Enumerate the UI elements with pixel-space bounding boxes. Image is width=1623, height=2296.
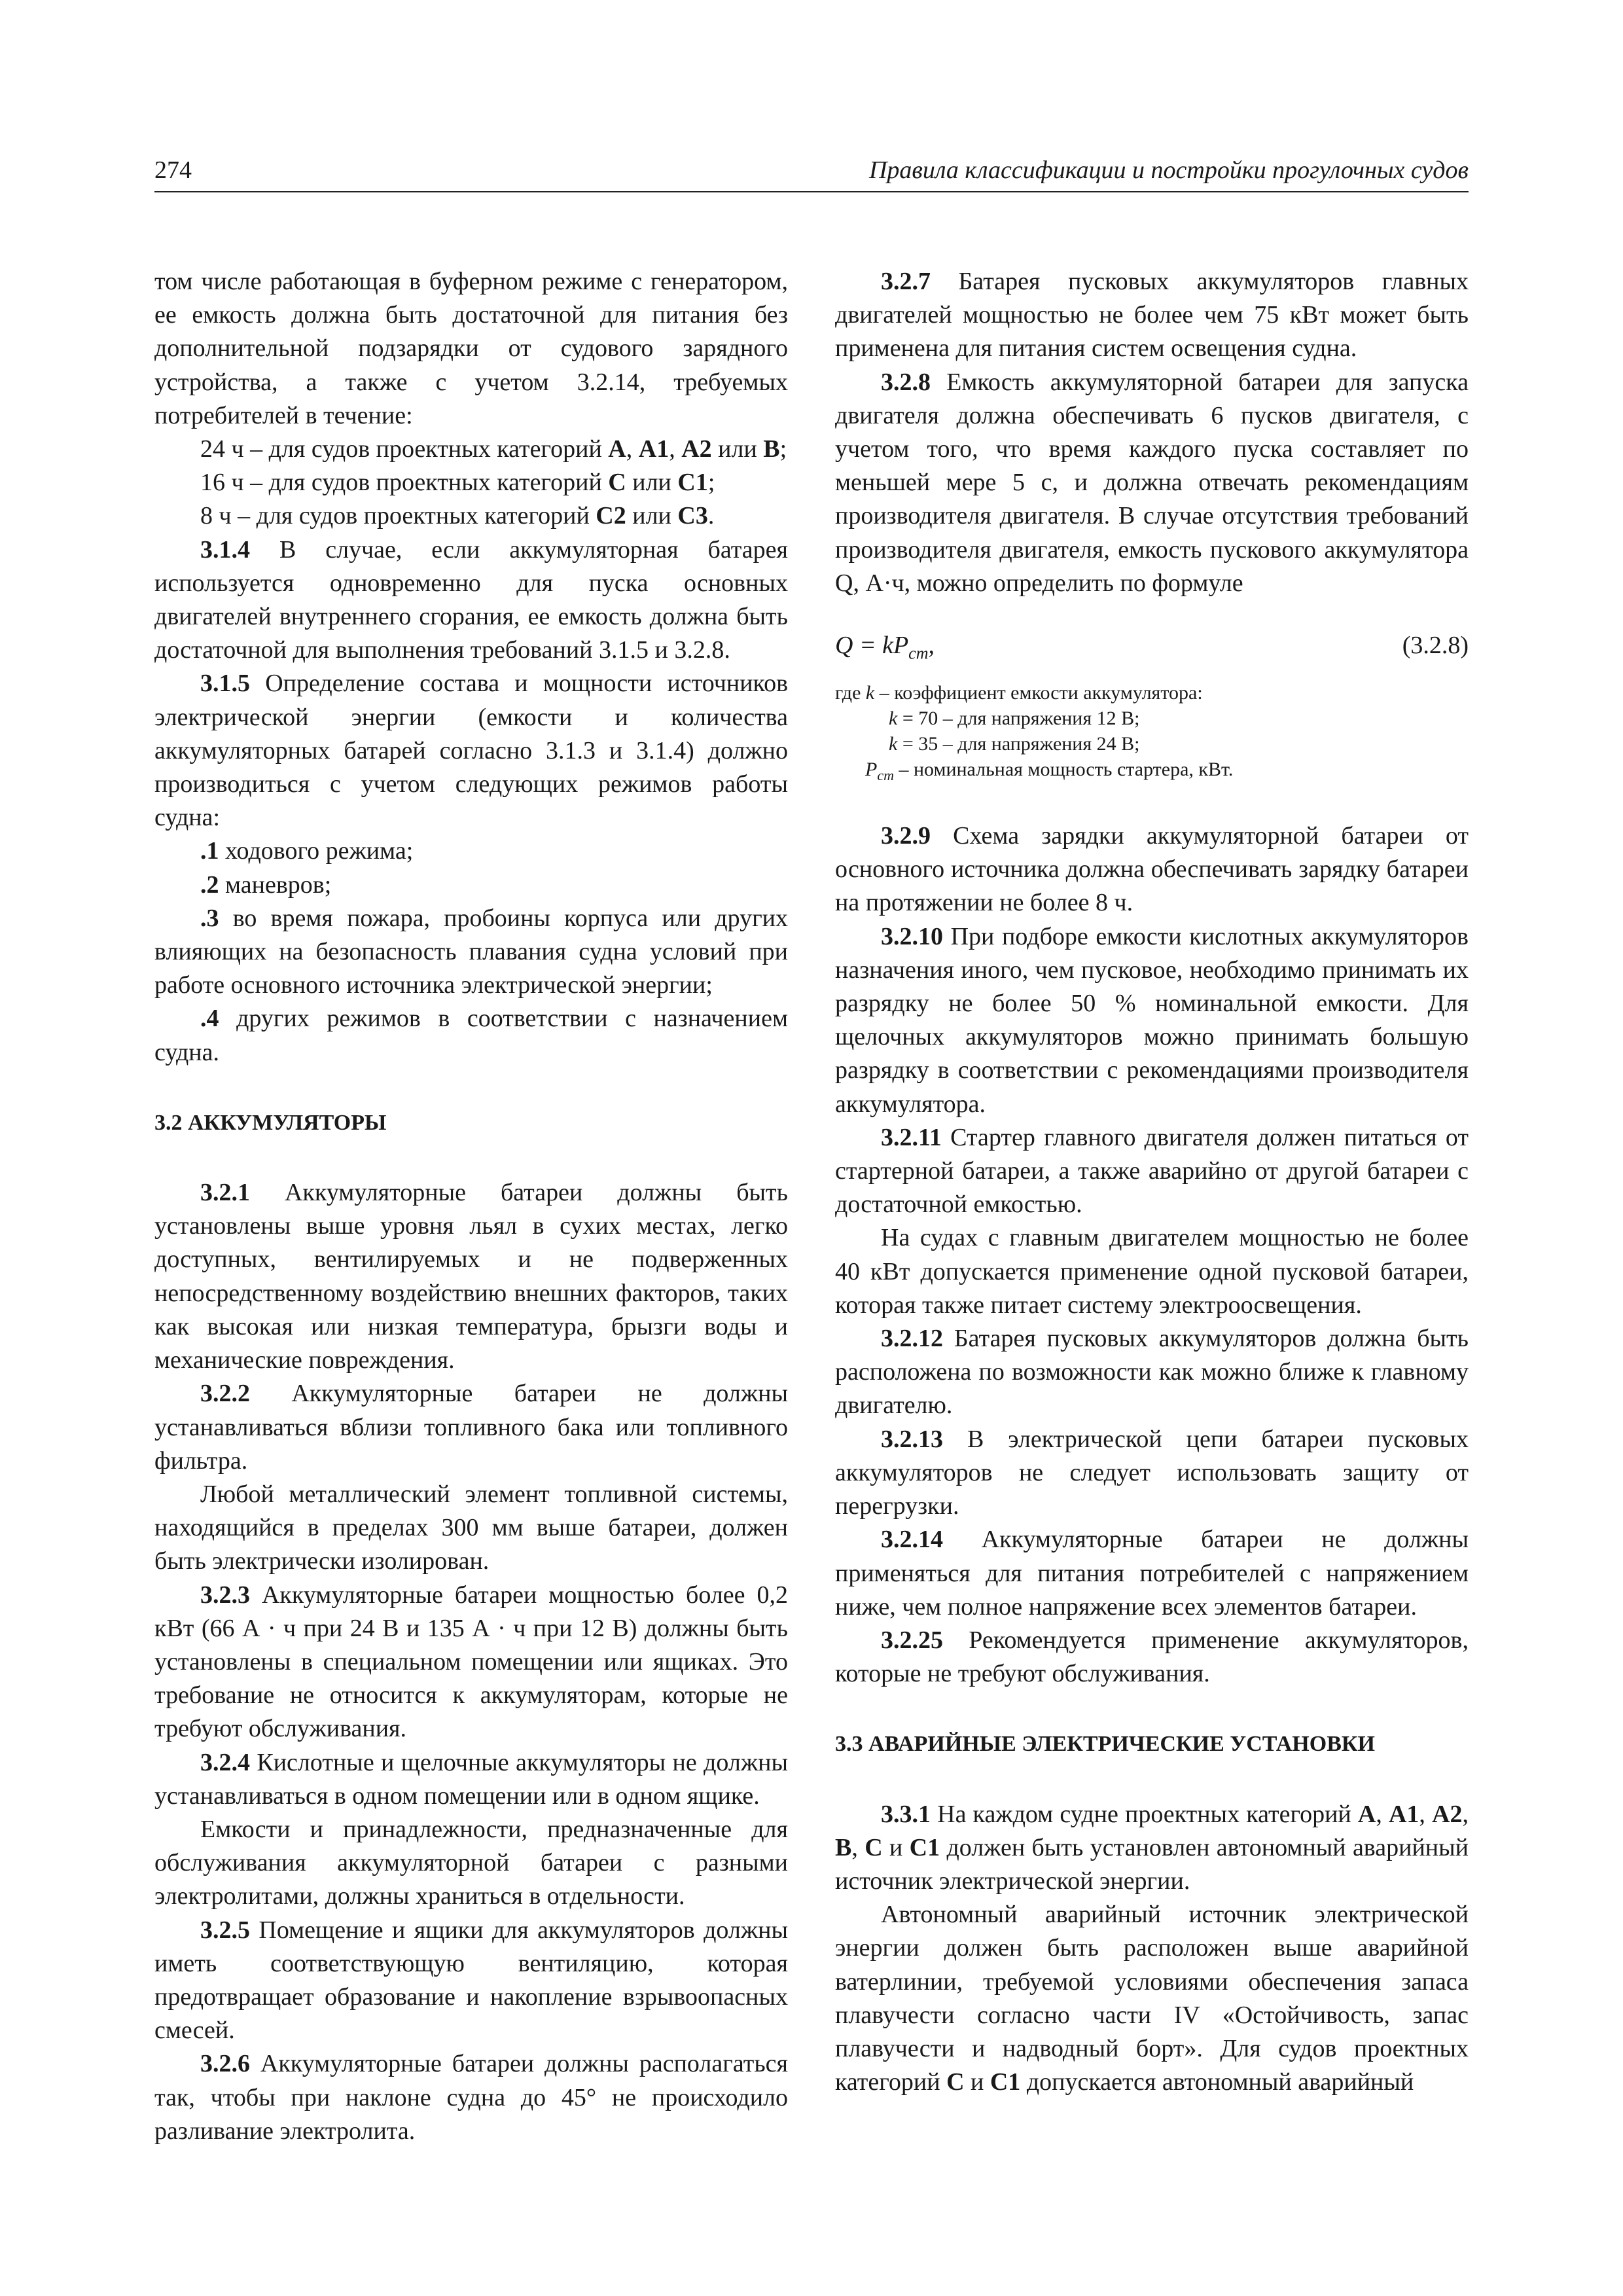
paragraph: На судах с главным двигателем мощностью не более 40 кВт допускается применение одной пусковой батареи, которая также питает систему электроосвещения. — [835, 1224, 1469, 1319]
running-title: Правила классификации и постройки прогулочных судов — [868, 156, 1469, 184]
paragraph: Автономный аварийный источник электрической энергии должен быть расположен выше аварийной ватерлинии, требуемой условиями обеспечения запаса плавучести согласно части IV «Остойчивость, запас плавучести и надводный борт». Для судов проектных категорий C и C1 допускается автономный аварийный — [835, 1901, 1469, 2096]
formula-legend — [835, 680, 1469, 788]
section-heading-3-3: 3.3 АВАРИЙНЫЕ ЭЛЕКТРИЧЕСКИЕ УСТАНОВКИ — [835, 1732, 1375, 1757]
legend-line: k = 35 – для напряжения 24 В; — [889, 733, 1140, 755]
section-3-2-1: 3.2.1 Аккумуляторные батареи должны быть установлены выше уровня льял в сухих местах, легко доступных, вентилируемых и не подверженных непосредственному воздействию внешних факторов, таких как высокая или низкая температура, брызги воды и механические повреждения. — [154, 1179, 788, 1374]
section-3-2-13: 3.2.13 В электрической цепи батареи пусковых аккумуляторов не следует использовать защиту от перегрузки. — [835, 1425, 1469, 1520]
list-item: .2 маневров; — [200, 870, 332, 899]
section-3-1-4: 3.1.4 В случае, если аккумуляторная батарея используется одновременно для пуска основных двигателей внутреннего сгорания, ее емкость должна быть достаточной для выполнения требований 3.1.5 и 3.2.8. — [154, 535, 788, 664]
section-3-2-14: 3.2.14 Аккумуляторные батареи не должны применяться для питания потребителей с напряжением ниже, чем полное напряжение всех элементов батареи. — [835, 1526, 1469, 1621]
legend-line: k = 70 – для напряжения 12 В; — [889, 708, 1140, 730]
page-number: 274 — [154, 156, 192, 184]
section-3-2-10: 3.2.10 При подборе емкости кислотных аккумуляторов назначения иного, чем пусковое, необходимо принимать их разрядку не более 50 % номинальной емкости. Для щелочных аккумуляторов можно принимать большую разрядку в соответствии с рекомендациями производителя аккумулятора. — [835, 922, 1469, 1118]
section-3-2-8: 3.2.8 Емкость аккумуляторной батареи для запуска двигателя должна обеспечивать 6 пусков двигателя, с учетом того, что время каждого пуска составляет по меньшей мере 5 с, и должна отвечать рекомендациям производителя двигателя. В случае отсутствия требований производителя двигателя, емкость пускового аккумулятора Q, А·ч, можно определить по формуле — [835, 368, 1469, 597]
section-3-3-1: 3.3.1 На каждом судне проектных категорий A, A1, A2, B, C и C1 должен быть установлен автономный аварийный источник электрической энергии. — [835, 1800, 1469, 1895]
page-header — [154, 156, 1469, 195]
paragraph: 16 ч – для судов проектных категорий C или C1; — [200, 469, 715, 497]
header-rule — [154, 191, 1469, 192]
legend-line: $P_{ст}$ – номинальная мощность стартера, кВт. — [865, 759, 1234, 784]
list-item: .3 во время пожара, пробоины корпуса или других влияющих на безопасность плавания судна условий при работе основного источника электрической энергии; — [154, 904, 788, 999]
section-3-2-9: 3.2.9 Схема зарядки аккумуляторной батареи от основного источника должна обеспечивать зарядку батареи на протяжении не более 8 ч. — [835, 822, 1469, 917]
paragraph: Емкости и принадлежности, предназначенные для обслуживания аккумуляторной батареи с разными электролитами, должны храниться в отдельности. — [154, 1815, 788, 1910]
section-3-1-5: 3.1.5 Определение состава и мощности источников электрической энергии (емкости и количества аккумуляторных батарей согласно 3.1.3 и 3.1.4) должно производиться с учетом следующих режимов работы судна: — [154, 670, 789, 832]
section-3-2-12: 3.2.12 Батарея пусковых аккумуляторов должна быть расположена по возможности как можно ближе к главному двигателю. — [835, 1325, 1469, 1420]
list-item: .4 других режимов в соответствии с назначением судна. — [154, 1005, 789, 1066]
paragraph: том числе работающая в буферном режиме с генератором, ее емкость должна быть достаточной для питания без дополнительной подзарядки от судового зарядного устройства, а также с учетом 3.2.14, требуемых потребителей в течение: — [154, 268, 788, 429]
paragraph: 8 ч – для судов проектных категорий C2 или C3. — [200, 502, 715, 530]
section-3-2-7: 3.2.7 Батарея пусковых аккумуляторов главных двигателей мощностью не более чем 75 кВт может быть применена для питания систем освещения судна. — [835, 268, 1469, 363]
formula-number: (3.2.8) — [1402, 632, 1469, 660]
section-3-2-5: 3.2.5 Помещение и ящики для аккумуляторов должны иметь соответствующую вентиляцию, которая предотвращает образование и накопление взрывоопасных смесей. — [154, 1916, 789, 2045]
section-3-2-11: 3.2.11 Стартер главного двигателя должен питаться от стартерной батареи, а также аварийно от другой батареи с достаточной емкостью. — [835, 1123, 1469, 1219]
legend-line: где k – коэффициент емкости аккумулятора: — [835, 682, 1203, 704]
section-3-2-2: 3.2.2 Аккумуляторные батареи не должны устанавливаться вблизи топливного бака или топливного фильтра. — [154, 1380, 788, 1475]
formula-3-2-8: $Q = kP_{ст}$, (3.2.8) — [835, 629, 1469, 666]
left-column — [154, 265, 788, 2148]
section-heading-3-2: 3.2 АККУМУЛЯТОРЫ — [154, 1110, 387, 1135]
list-item: .1 ходового режима; — [200, 837, 414, 865]
section-3-2-25: 3.2.25 Рекомендуется применение аккумуляторов, которые не требуют обслуживания. — [835, 1626, 1469, 1688]
section-3-2-3: 3.2.3 Аккумуляторные батареи мощностью более 0,2 кВт (66 А · ч при 24 В и 135 А · ч при 12 В) должны быть установлены в специальном помещении или ящиках. Это требование не относится к аккумуляторам, которые не требуют обслуживания. — [154, 1581, 788, 1743]
paragraph: 24 ч – для судов проектных категорий A, A1, A2 или B; — [200, 435, 787, 463]
paragraph: Любой металлический элемент топливной системы, находящийся в пределах 300 мм выше батареи, должен быть электрически изолирован. — [154, 1480, 788, 1575]
section-3-2-6: 3.2.6 Аккумуляторные батареи должны располагаться так, чтобы при наклоне судна до 45° не происходило разливание электролита. — [154, 2050, 789, 2145]
section-3-2-4: 3.2.4 Кислотные и щелочные аккумуляторы не должны устанавливаться в одном помещении или в одном ящике. — [154, 1748, 788, 1810]
right-column — [835, 265, 1469, 2099]
